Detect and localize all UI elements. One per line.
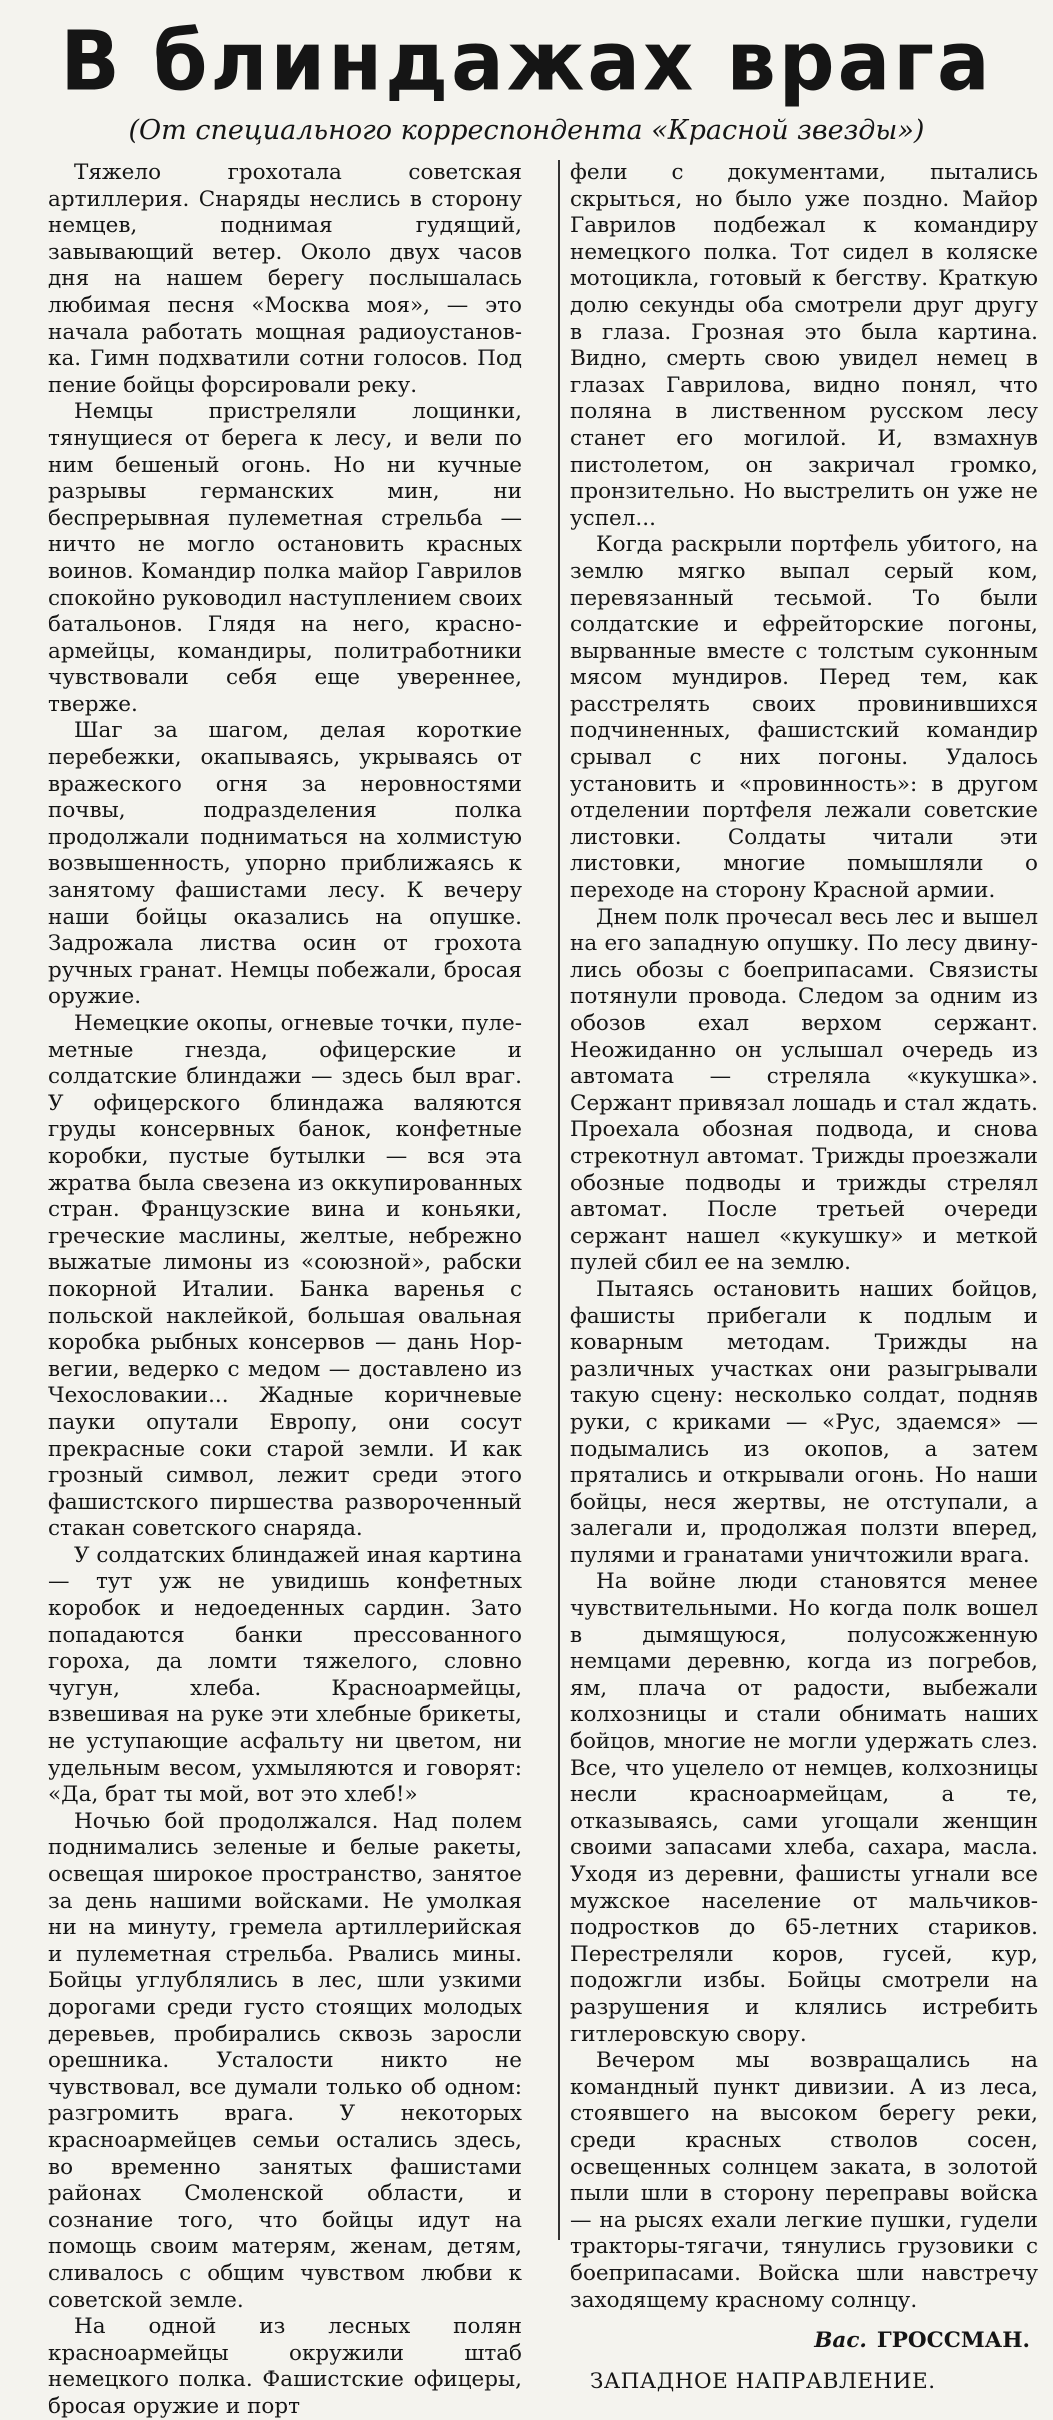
article-columns <box>48 160 1038 2419</box>
paragraph: фели с документами, пытались скрыться, но было уже поздно. Майор Гаврилов подбежал к командиру немецкого полка. Тот сидел в коляске мотоцикла, готовый к бегству. Краткую долю секунды оба смотрели друг другу в глаза. Грозная это была картина. Видно, смерть свою увидел немец в глазах Гаврилова, видно понял, что поляна в лиственном русском лесу станет его могилой. И, взмахнув пистолетом, он закричал громко, пронзительно. Но выстрелить он уже не успел... <box>570 160 1038 531</box>
dateline: ЗАПАДНОЕ НАПРАВЛЕНИЕ. <box>590 2369 936 2395</box>
paragraph: Днем полк прочесал весь лес и вышел на его западную опушку. По лесу двинулись обозы с боеприпасами. Связисты потянули провода. Следом за одним из обозов ехал верхом сержант. Неожиданно он услышал очередь из автомата — стреляла «кукушка». Сержант привязал лошадь и стал ждать. Проехала обозная подвода, и снова стрекотнул автомат. Трижды проезжали обозные подводы и трижды стрелял автомат. После третьей очереди сержант нашел «кукушку» и меткой пулей сбил ее на землю. <box>570 904 1038 1276</box>
subtitle: (От специального корреспондента «Красной звезды») <box>128 115 925 146</box>
author-signature <box>570 2328 1038 2353</box>
paragraph: На войне люди становятся менее чувствительными. Но когда полк вошел в дымящуюся, полусожженную немцами деревню, когда из погребов, ям, плача от радости, выбежали колхозницы и стали обнимать наших бойцов, многие не могли удержать слез. Все, что уцелело от немцев, колхозницы несли красноармейцам, а те, отказываясь, сами угощали женщин своими запасами хлеба, сахара, масла. Уходя из деревни, фашисты угнали все мужское население от мальчиков-подростков до 65-летних стариков. Перестреляли коров, гусей, кур, подожгли избы. Бойцы смотрели на разрушения и клялись истребить гитлеровскую свору. <box>570 1569 1038 2047</box>
paragraph: Тяжело грохотала советская артиллерия. Снаряды неслись в сторону немцев, поднимая гудящий, завывающий ветер. Около двух часов дня на нашем берегу послышалась любимая песня «Москва моя», — это начала работать мощная радиоустановка. Гимн подхватили сотни голосов. Под пение бойцы форсировали реку. <box>48 160 522 398</box>
paragraph: На одной из лесных полян красноармейцы окружили штаб немецкого полка. Фашистские офицеры, бросая оружие и порт <box>48 2314 522 2419</box>
paragraph: Вечером мы возвращались на командный пункт дивизии. А из леса, стоявшего на высоком берегу реки, среди красных стволов сосен, освещенных солнцем заката, в золотой пыли шли в сторону переправы войска — на рысях ехали легкие пушки, гудели тракторы-тягачи, тянулись грузовики с боеприпасами. Войска шли навстречу заходящему красному солнцу. <box>570 2048 1038 2313</box>
paragraph: Ночью бой продолжался. Над полем поднимались зеленые и белые ракеты, освещая широкое пространство, занятое за день нашими войсками. Не умолкая ни на минуту, гремела артиллерийская и пулеметная стрельба. Рвались мины. Бойцы углублялись в лес, шли узкими дорогами среди густо стоящих молодых деревьев, пробирались сквозь заросли орешника. Усталости никто не чувствовал, все думали только об одном: разгромить врага. У некоторых красноармейцев семьи остались здесь, во временно занятых фашистами районах Смоленской области, и сознание того, что бойцы идут на помощь своим матерям, женам, детям, сливалось с общим чувством любви к советской земле. <box>48 1808 522 2313</box>
paragraph: Немецкие окопы, огневые точки, пулеметные гнезда, офицерские и солдатские блиндажи — здесь был враг. У офицерского блиндажа валяются груды консервных банок, конфетные коробки, пустые бутылки — вся эта жратва была свезена из оккупированных стран. Французские вина и коньяки, греческие маслины, желтые, небрежно выжатые лимоны из «союзной», рабски покорной Италии. Банка варенья с польской наклейкой, большая овальная коробка рыбных консервов — дань Норвегии, ведерко с медом — доставлено из Чехословакии... Жадные коричневые пауки опутали Европу, они сосут прекрасные соки старой земли. И как грозный символ, лежит среди этого фашистского пиршества развороченный стакан советского снаряда. <box>48 1011 522 1542</box>
paragraph: Шаг за шагом, делая короткие перебежки, окапываясь, укрываясь от вражеского огня за неровностями почвы, подразделения полка продолжали подниматься на холмистую возвышенность, упорно приближаясь к занятому фашистами лесу. К вечеру наши бойцы оказались на опушке. Задрожала листва осин от грохота ручных гранат. Немцы побежали, бросая оружие. <box>48 718 522 1010</box>
paragraph: Пытаясь остановить наших бойцов, фашисты прибегали к подлым и коварным методам. Трижды на различных участках они разыгрывали такую сцену: несколько солдат, подняв руки, с криками — «Рус, здаемся» — подымались из окопов, а затем прятались и открывали огонь. Но наши бойцы, неся жертвы, не отступали, а залегали и, продолжая ползти вперед, пулями и гранатами уничтожили врага. <box>570 1276 1038 1568</box>
paragraph: Когда раскрыли портфель убитого, на землю мягко выпал серый ком, перевязанный тесьмой. То были солдатские и ефрейторские погоны, вырванные вместе с толстым суконным мясом мундиров. Перед тем, как расстрелять своих провинившихся подчиненных, фашистский командир срывал с них погоны. Удалось установить и «провинность»: в другом отделении портфеля лежали советские листовки. Солдаты читали эти листовки, многие помышляли о переходе на сторону Красной армии. <box>570 532 1038 904</box>
paragraph: Немцы пристреляли лощинки, тянущиеся от берега к лесу, и вели по ним бешеный огонь. Но ни кучные разрывы германских мин, ни беспрерывная пулеметная стрельба — ничто не могло остановить красных воинов. Командир полка майор Гаврилов спокойно руководил наступлением своих батальонов. Глядя на него, красноармейцы, командиры, политработники чувствовали себя еще увереннее, тверже. <box>48 399 522 717</box>
left-column <box>48 160 528 2419</box>
paragraph: У солдатских блиндажей иная картина — тут уж не увидишь конфетных коробок и недоеденных сардин. Зато попадаются банки прессованного гороха, да ломти тяжелого, словно чугун, хлеба. Красноармейцы, взвешивая на руке эти хлебные брикеты, не уступающие асфальту ни цветом, ни удельным весом, ухмыляются и говорят: «Да, брат ты мой, вот это хлеб!» <box>48 1542 522 1808</box>
right-column <box>558 160 1038 2395</box>
author-last-name: ГРОССМАН. <box>876 2328 1030 2354</box>
author-first-name: Вас. <box>814 2328 867 2354</box>
headline: В блиндажах врага <box>60 14 993 110</box>
